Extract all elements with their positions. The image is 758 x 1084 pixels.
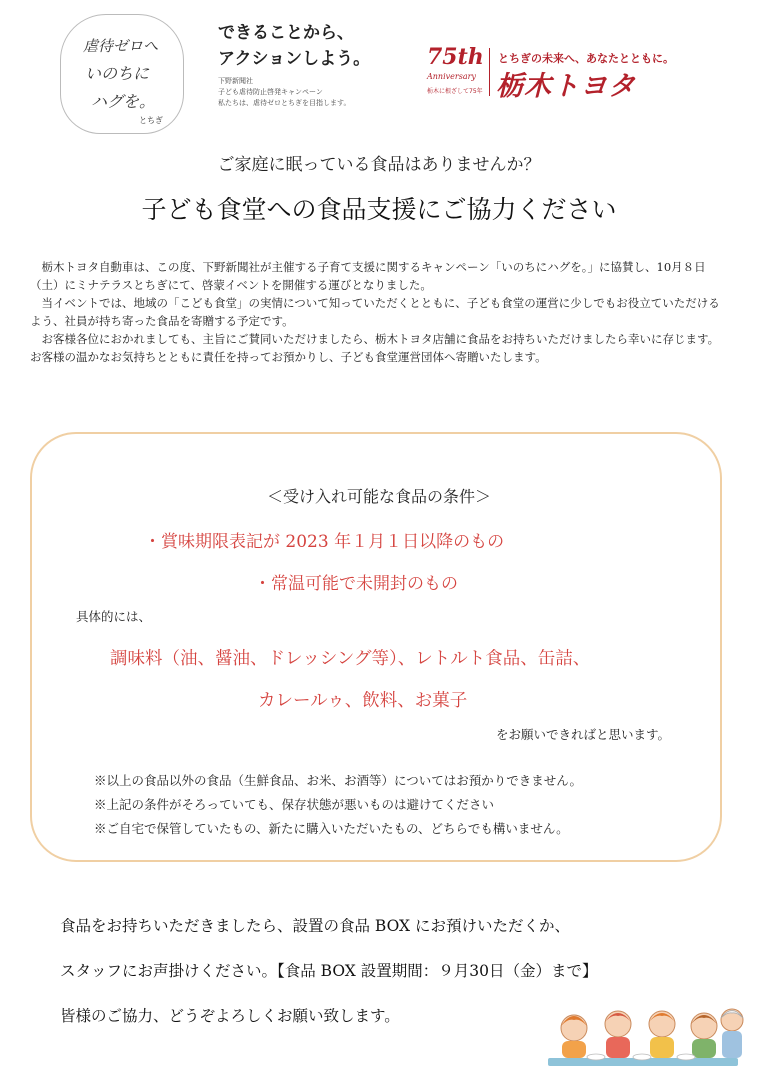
body-text (30, 258, 730, 366)
cta-small-text (218, 76, 350, 109)
logo-text-line4: とちぎ (139, 116, 163, 125)
body-paragraph-3: お客様各位におかれましても、主旨にご賛同いただけましたら、栃木トヨタ店舗に食品をお持ちいただけましたら幸いに存じます。お客様の温かなお気持ちとともに責任を持ってお預かりし、子ども食堂運営団体へ寄贈いたします。 (30, 332, 720, 364)
plate-1 (587, 1054, 605, 1060)
food-list-line1: 調味料（油、醤油、ドレッシング等）、レトルト食品、缶詰、 (110, 649, 591, 669)
plate-2 (633, 1054, 651, 1060)
page-title: 子ども食堂への食品支援にご協力ください (141, 195, 617, 224)
logo-text-line3: ハグを。 (91, 92, 156, 111)
child-figure-2 (605, 1011, 631, 1058)
body-paragraph-1: 栃木トヨタ自動車は、この度、下野新聞社が主催する子育て支援に関するキャンペーン「いのちにハグを。」に協賛し、10月８日（土）にミナテラスとちぎにて、啓蒙イベントを開催する運びとなりました。 (30, 260, 706, 292)
cta-small-line2: 子ども虐待防止啓発キャンペーン (218, 88, 323, 96)
note-2: ※上記の条件がそろっていても、保存状態が悪いものは避けてください (94, 797, 495, 812)
cta-line1: できることから、 (218, 23, 354, 43)
anniversary-subtitle: 栃木に根ざして75年 (427, 88, 483, 95)
logo-text-line2: いのちに (85, 64, 150, 83)
footer-line1: 食品をお持ちいただきましたら、設置の食品 BOX にお預けいただくか、 (60, 917, 571, 935)
specific-label: 具体的には、 (76, 609, 152, 624)
plate-3 (677, 1054, 695, 1060)
logo-text-line1: 虐待ゼロへ (83, 37, 159, 55)
cta-small-line3: 私たちは、虐待ゼロとちぎを目指します。 (218, 99, 351, 107)
company-logo: 栃木トヨタ (496, 71, 636, 102)
children-eating-illustration (546, 1000, 746, 1078)
note-1: ※以上の食品以外の食品（生鮮食品、お米、お酒等）についてはお預かりできません。 (94, 773, 583, 788)
child-figure-3 (649, 1011, 675, 1058)
logo-divider (489, 48, 490, 96)
condition-expiry: ・賞味期限表記が 2023 年１月１日以降のもの (144, 532, 505, 552)
child-figure-1 (561, 1015, 587, 1058)
conditions-notes (94, 769, 582, 841)
footer-text (60, 904, 597, 1039)
child-figure-4 (691, 1013, 717, 1058)
food-list-line2: カレールゥ、飲料、お菓子 (258, 691, 468, 711)
anniversary-word: Anniversary (427, 72, 476, 81)
campaign-logo (60, 14, 184, 134)
body-paragraph-2: 当イベントでは、地域の「こども食堂」の実情について知っていただくとともに、子ども食堂の運営に少しでもお役立ていただけるよう、社員が持ち寄った食品を寄贈する予定です。 (30, 296, 720, 328)
intro-question: ご家庭に眠っている食品はありませんか？ (217, 155, 541, 175)
adult-figure (721, 1009, 743, 1058)
footer-line3: 皆様のご協力、どうぞよろしくお願い致します。 (60, 1007, 400, 1025)
condition-unopened: ・常温可能で未開封のもの (254, 574, 458, 594)
company-tagline: とちぎの未来へ、あなたとともに。 (498, 52, 674, 65)
note-3: ※ご自宅で保管していたもの、新たに購入いただいたもの、どちらでも構いません。 (94, 821, 569, 836)
conditions-heading: ＜受け入れ可能な食品の条件＞ (266, 487, 491, 506)
cta-line2: アクションしよう。 (218, 49, 371, 69)
request-text: をお願いできればと思います。 (496, 727, 671, 742)
anniversary-number: 75th (427, 44, 484, 70)
cta-small-line1: 下野新聞社 (218, 77, 253, 85)
footer-line2: スタッフにお声掛けください。【食品 BOX 設置期間：９月30日（金）まで】 (60, 962, 598, 980)
